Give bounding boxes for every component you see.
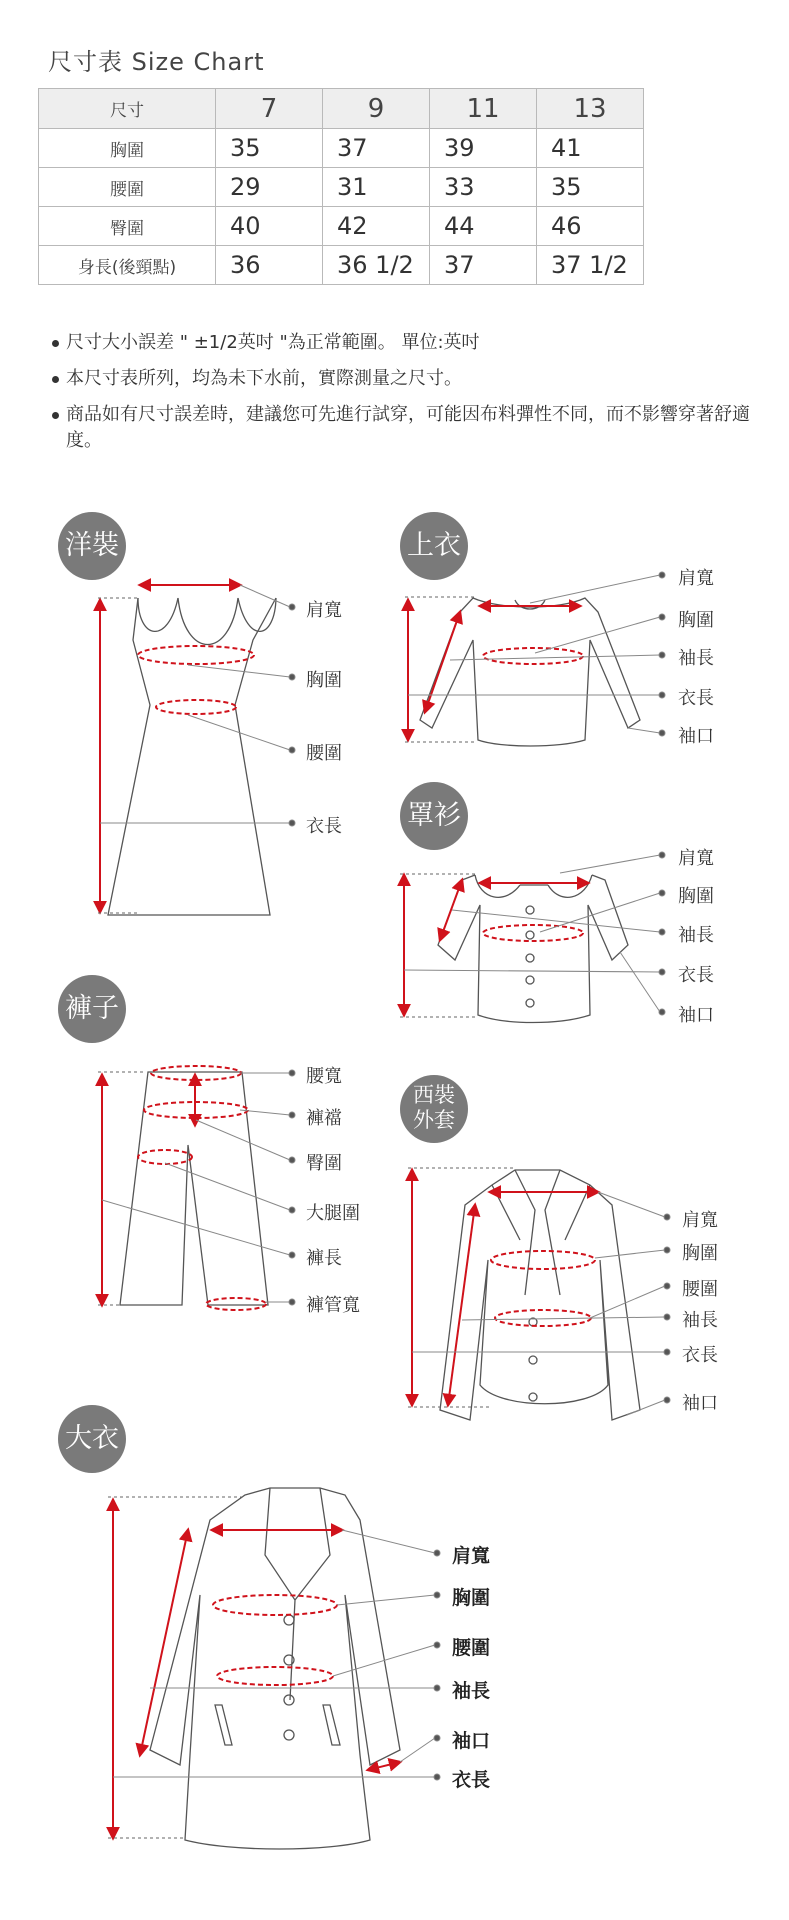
note-item: 本尺寸表所列，均為未下水前，實際測量之尺寸。 <box>52 366 752 392</box>
table-header: 7 <box>216 89 323 129</box>
badge-suit-line2: 外套 <box>413 1108 455 1132</box>
label-shoulder: 肩寬 <box>678 848 714 869</box>
table-cell: 37 1/2 <box>537 246 644 285</box>
table-header: 11 <box>430 89 537 129</box>
table-cell: 40 <box>216 207 323 246</box>
table-cell: 33 <box>430 168 537 207</box>
label-waist: 腰圍 <box>682 1279 718 1300</box>
label-hip: 臀圍 <box>306 1153 342 1174</box>
table-cell: 35 <box>216 129 323 168</box>
label-waist: 腰圍 <box>452 1637 491 1659</box>
label-chest: 胸圍 <box>678 610 714 631</box>
badge-suit <box>400 1075 468 1143</box>
note-item: 尺寸大小誤差 " ±1/2英吋 "為正常範圍。 單位:英吋 <box>52 330 752 356</box>
label-sleeve: 袖長 <box>678 648 714 669</box>
label-chest: 胸圍 <box>306 670 342 691</box>
note-item: 商品如有尺寸誤差時，建議您可先進行試穿，可能因布料彈性不同，而不影響穿著舒適度。 <box>52 402 752 454</box>
label-shoulder: 肩寬 <box>682 1210 718 1231</box>
badge-blouse: 罩衫 <box>400 782 468 850</box>
label-waist: 腰圍 <box>306 743 342 764</box>
label-thigh: 大腿圍 <box>306 1203 360 1224</box>
table-cell: 39 <box>430 129 537 168</box>
label-cuff: 袖口 <box>682 1393 718 1414</box>
table-cell: 46 <box>537 207 644 246</box>
badge-dress: 洋裝 <box>58 512 126 580</box>
table-cell: 36 <box>216 246 323 285</box>
label-cuff: 袖口 <box>678 1005 714 1026</box>
label-length: 衣長 <box>306 816 342 837</box>
row-label: 胸圍 <box>39 129 216 168</box>
label-length: 衣長 <box>678 688 714 709</box>
label-shoulder: 肩寬 <box>678 568 714 589</box>
table-cell: 37 <box>430 246 537 285</box>
label-cuff: 袖口 <box>452 1730 491 1752</box>
label-pants-length: 褲長 <box>306 1248 342 1269</box>
table-cell: 37 <box>323 129 430 168</box>
table-header: 尺寸 <box>39 89 216 129</box>
label-chest: 胸圍 <box>682 1243 718 1264</box>
page-title: 尺寸表 Size Chart <box>48 48 265 76</box>
row-label: 身長(後頸點) <box>39 246 216 285</box>
dress-drawing <box>108 598 276 915</box>
table-header: 9 <box>323 89 430 129</box>
label-length: 衣長 <box>682 1345 718 1366</box>
label-shoulder: 肩寬 <box>306 600 342 621</box>
label-leg-opening: 褲管寬 <box>306 1295 360 1316</box>
table-header: 13 <box>537 89 644 129</box>
suit-drawing <box>440 1170 640 1420</box>
badge-top: 上衣 <box>400 512 468 580</box>
top-drawing <box>420 598 640 746</box>
table-cell: 35 <box>537 168 644 207</box>
label-sleeve: 袖長 <box>682 1310 718 1331</box>
table-cell: 31 <box>323 168 430 207</box>
table-cell: 42 <box>323 207 430 246</box>
label-sleeve: 袖長 <box>678 925 714 946</box>
table-cell: 29 <box>216 168 323 207</box>
label-crotch: 褲襠 <box>306 1108 342 1129</box>
label-chest: 胸圍 <box>678 886 714 907</box>
badge-suit-line1: 西裝 <box>413 1083 455 1107</box>
badge-pants: 褲子 <box>58 975 126 1043</box>
label-chest: 胸圍 <box>452 1587 491 1609</box>
label-cuff: 袖口 <box>678 726 714 747</box>
row-label: 腰圍 <box>39 168 216 207</box>
table-cell: 41 <box>537 129 644 168</box>
label-waist-width: 腰寬 <box>306 1066 342 1087</box>
row-label: 臀圍 <box>39 207 216 246</box>
label-length: 衣長 <box>452 1769 491 1791</box>
badge-coat: 大衣 <box>58 1405 126 1473</box>
coat-drawing <box>150 1488 400 1849</box>
label-length: 衣長 <box>678 965 714 986</box>
table-cell: 44 <box>430 207 537 246</box>
label-sleeve: 袖長 <box>452 1680 491 1702</box>
label-shoulder: 肩寬 <box>452 1545 491 1567</box>
table-cell: 36 1/2 <box>323 246 430 285</box>
